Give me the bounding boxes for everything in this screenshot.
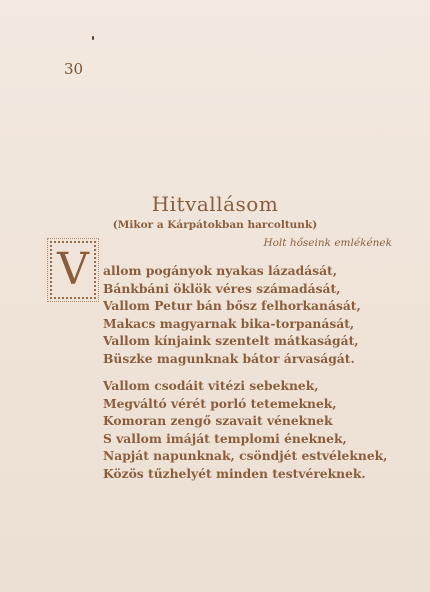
stanza-1 bbox=[103, 262, 361, 368]
ink-speck bbox=[92, 36, 94, 40]
stanza-2-line-6: Közös tűzhelyét minden testvéreknek. bbox=[103, 465, 366, 481]
poem-dedication: Holt hőseink emlékének bbox=[263, 237, 392, 249]
stanza-2-line-1: Vallom csodáit vitézi sebeknek, bbox=[103, 378, 319, 393]
poem-subtitle: (Mikor a Kárpátokban harcoltunk) bbox=[112, 219, 318, 231]
stanza-1-line-3: Vallom Petur bán bősz felhorkanását, bbox=[103, 298, 361, 314]
stanza-1-line-5: Vallom kínjaink szentelt mátkaságát, bbox=[103, 333, 359, 349]
stanza-2-line-2: Megváltó vérét porló tetemeknek, bbox=[103, 395, 337, 411]
stanza-1-line-1: allom pogányok nyakas lázadását, bbox=[103, 263, 338, 278]
stanza-2-line-4: S vallom imáját templomi éneknek, bbox=[103, 430, 347, 446]
stanza-1-line-2: Bánkbáni öklök véres számadását, bbox=[103, 280, 341, 296]
page-number: 30 bbox=[64, 60, 84, 78]
poem-title: Hitvallásom bbox=[151, 192, 279, 216]
initial-letter: V bbox=[57, 244, 89, 295]
stanza-1-line-6: Büszke magunknak bátor árvaságát. bbox=[103, 350, 355, 366]
stanza-1-line-4: Makacs magyarnak bika-torpanását, bbox=[103, 315, 355, 331]
stanza-2-line-5: Napját napunknak, csöndjét estvéleknek, bbox=[103, 448, 388, 464]
stanza-2-line-3: Komoran zengő szavait véneknek bbox=[103, 413, 333, 429]
decorative-initial bbox=[50, 241, 96, 299]
stanza-2 bbox=[103, 377, 387, 483]
